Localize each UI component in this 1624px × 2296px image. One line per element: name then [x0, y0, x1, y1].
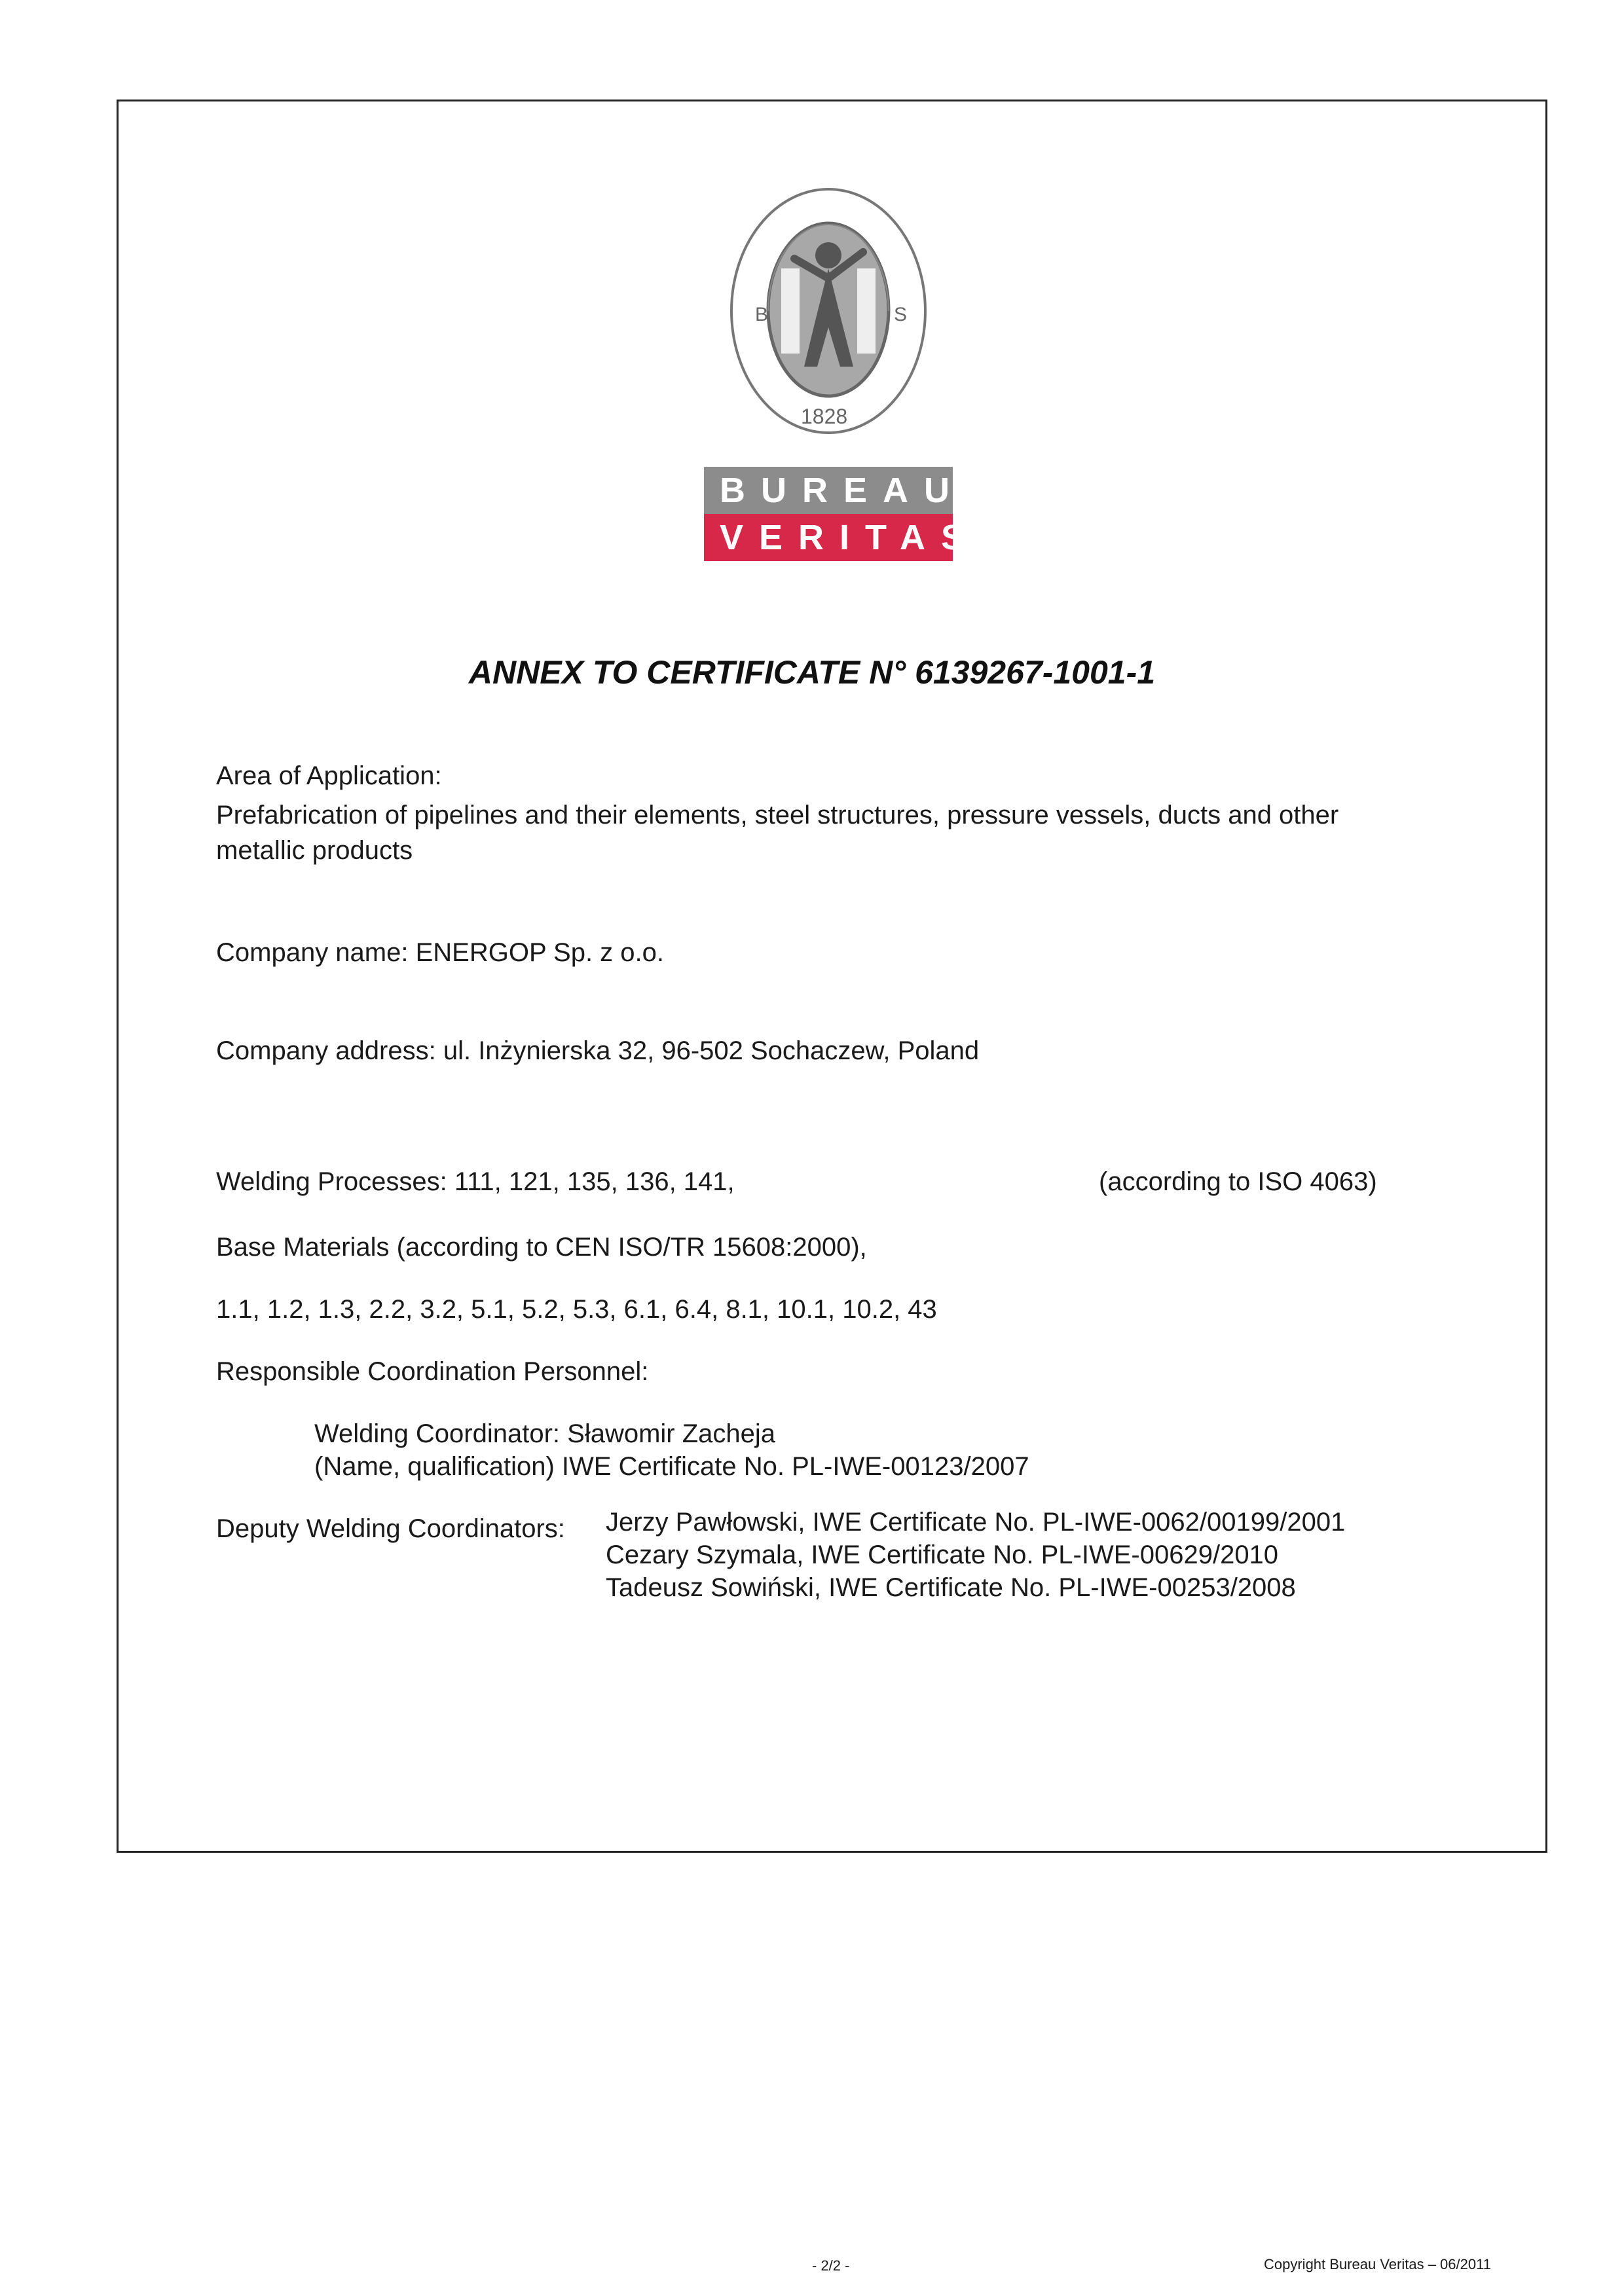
- bureau-veritas-seal: [729, 187, 928, 435]
- deputy-coordinator: Cezary Szymala, IWE Certificate No. PL-IWE-00629/2010: [606, 1540, 1279, 1569]
- copyright: Copyright Bureau Veritas – 06/2011: [1264, 2256, 1491, 2272]
- deputy-label: Deputy Welding Coordinators:: [216, 1514, 565, 1543]
- company-name: Company name: ENERGOP Sp. z o.o.: [216, 938, 665, 967]
- deputy-coordinator: Jerzy Pawłowski, IWE Certificate No. PL-IWE-0062/00199/2001: [606, 1508, 1346, 1537]
- company-address: Company address: ul. Inżynierska 32, 96-502 Sochaczew, Poland: [216, 1036, 980, 1065]
- wordmark-veritas: VERITAS: [704, 514, 953, 561]
- seal-year: 1828: [801, 405, 848, 428]
- area-text: Prefabrication of pipelines and their elements, steel structures, pressure vessels, ducts and other metallic products: [216, 801, 1339, 865]
- welding-coordinator: Welding Coordinator: Sławomir Zacheja: [314, 1419, 776, 1448]
- svg-text:B: B: [755, 304, 769, 325]
- bureau-veritas-wordmark: [704, 467, 981, 561]
- base-materials-list: 1.1, 1.2, 1.3, 2.2, 3.2, 5.1, 5.2, 5.3, 6.1, 6.4, 8.1, 10.1, 10.2, 43: [216, 1295, 937, 1324]
- personnel-label: Responsible Coordination Personnel:: [216, 1357, 649, 1386]
- page-number: - 2/2 -: [812, 2257, 850, 2274]
- deputy-coordinator: Tadeusz Sowiński, IWE Certificate No. PL-IWE-00253/2008: [606, 1573, 1296, 1602]
- welding-processes: Welding Processes: 111, 121, 135, 136, 141,: [216, 1167, 735, 1196]
- svg-text:S: S: [894, 304, 908, 325]
- document-title: ANNEX TO CERTIFICATE N° 6139267-1001-1: [468, 654, 1156, 691]
- welding-standard: (according to ISO 4063): [1099, 1167, 1377, 1196]
- coordinator-qualification: (Name, qualification) IWE Certificate No. PL-IWE-00123/2007: [314, 1452, 1029, 1481]
- base-materials-label: Base Materials (according to CEN ISO/TR 15608:2000),: [216, 1233, 867, 1262]
- area-label: Area of Application:: [216, 761, 442, 790]
- wordmark-bureau: BUREAU: [704, 467, 953, 514]
